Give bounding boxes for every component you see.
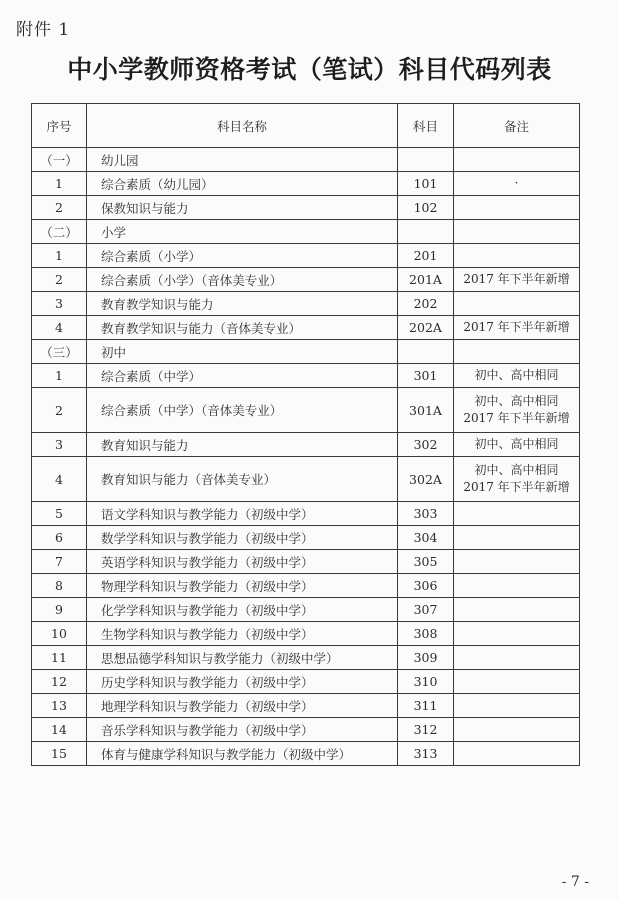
row-number: 3 bbox=[32, 433, 87, 457]
note-cell bbox=[454, 316, 580, 340]
note-text: 2017 年下半年新增 bbox=[463, 320, 570, 334]
table-row bbox=[32, 364, 580, 388]
table-body bbox=[32, 104, 580, 766]
note-cell bbox=[454, 433, 580, 457]
note-cell bbox=[454, 388, 580, 433]
subject-code: 310 bbox=[398, 670, 454, 694]
subject-code: 306 bbox=[398, 574, 454, 598]
subject-code: 308 bbox=[398, 622, 454, 646]
subject-name: 小学 bbox=[87, 220, 398, 244]
row-number: 9 bbox=[32, 598, 87, 622]
note-text: · bbox=[514, 176, 519, 190]
subject-name: 初中 bbox=[87, 340, 398, 364]
row-number: 6 bbox=[32, 526, 87, 550]
row-number: 1 bbox=[32, 364, 87, 388]
subject-name: 英语学科知识与教学能力（初级中学） bbox=[87, 550, 398, 574]
subject-code: 304 bbox=[398, 526, 454, 550]
table-row bbox=[32, 622, 580, 646]
header-subject-name: 科目名称 bbox=[87, 104, 398, 148]
note-cell bbox=[454, 292, 580, 316]
subject-name: 化学学科知识与教学能力（初级中学） bbox=[87, 598, 398, 622]
row-number: 2 bbox=[32, 388, 87, 433]
note-cell bbox=[454, 670, 580, 694]
note-text: 初中、高中相同 bbox=[474, 368, 559, 382]
subject-name: 教育知识与能力 bbox=[87, 433, 398, 457]
note-cell bbox=[454, 172, 580, 196]
table-row bbox=[32, 574, 580, 598]
subject-code: 312 bbox=[398, 718, 454, 742]
row-number: 7 bbox=[32, 550, 87, 574]
subject-code bbox=[398, 340, 454, 364]
subject-name: 教育教学知识与能力（音体美专业） bbox=[87, 316, 398, 340]
row-number: 4 bbox=[32, 457, 87, 502]
row-number: （三） bbox=[32, 340, 87, 364]
subject-code: 303 bbox=[398, 502, 454, 526]
note-text: 初中、高中相同 bbox=[474, 394, 559, 408]
subject-code: 202A bbox=[398, 316, 454, 340]
note-text: 2017 年下半年新增 bbox=[463, 411, 570, 425]
table-row bbox=[32, 292, 580, 316]
note-text: 初中、高中相同 bbox=[474, 437, 559, 451]
subject-name: 综合素质（幼儿园） bbox=[87, 172, 398, 196]
table-row bbox=[32, 694, 580, 718]
subject-name: 教育知识与能力（音体美专业） bbox=[87, 457, 398, 502]
subject-name: 生物学科知识与教学能力（初级中学） bbox=[87, 622, 398, 646]
table-row bbox=[32, 268, 580, 292]
section-row bbox=[32, 148, 580, 172]
subject-code: 313 bbox=[398, 742, 454, 766]
row-number: 15 bbox=[32, 742, 87, 766]
table-row bbox=[32, 526, 580, 550]
note-cell bbox=[454, 457, 580, 502]
note-text: 2017 年下半年新增 bbox=[463, 272, 570, 286]
table-row bbox=[32, 244, 580, 268]
section-row bbox=[32, 340, 580, 364]
note-cell bbox=[454, 574, 580, 598]
subject-code: 302 bbox=[398, 433, 454, 457]
subject-name: 幼儿园 bbox=[87, 148, 398, 172]
subject-name: 综合素质（小学）（音体美专业） bbox=[87, 268, 398, 292]
subject-code: 309 bbox=[398, 646, 454, 670]
note-cell bbox=[454, 742, 580, 766]
note-cell bbox=[454, 340, 580, 364]
note-cell bbox=[454, 244, 580, 268]
row-number: 11 bbox=[32, 646, 87, 670]
note-text: 初中、高中相同 bbox=[474, 463, 559, 477]
note-cell bbox=[454, 364, 580, 388]
table-row bbox=[32, 598, 580, 622]
table-row bbox=[32, 718, 580, 742]
subject-name: 物理学科知识与教学能力（初级中学） bbox=[87, 574, 398, 598]
subject-code: 201 bbox=[398, 244, 454, 268]
subject-code: 311 bbox=[398, 694, 454, 718]
table-row bbox=[32, 550, 580, 574]
section-row bbox=[32, 220, 580, 244]
table-row bbox=[32, 172, 580, 196]
subject-code: 101 bbox=[398, 172, 454, 196]
subject-name: 音乐学科知识与教学能力（初级中学） bbox=[87, 718, 398, 742]
document-title: 中小学教师资格考试（笔试）科目代码列表 bbox=[67, 55, 552, 84]
page-number: - 7 - bbox=[561, 874, 589, 890]
row-number: 14 bbox=[32, 718, 87, 742]
subject-code: 305 bbox=[398, 550, 454, 574]
table-row bbox=[32, 316, 580, 340]
subject-name: 综合素质（小学） bbox=[87, 244, 398, 268]
table-row bbox=[32, 388, 580, 433]
subject-code: 301A bbox=[398, 388, 454, 433]
note-cell bbox=[454, 502, 580, 526]
header-subject-code: 科目 bbox=[398, 104, 454, 148]
row-number: 12 bbox=[32, 670, 87, 694]
subject-code-table bbox=[31, 103, 580, 766]
table-row bbox=[32, 646, 580, 670]
subject-name: 体育与健康学科知识与教学能力（初级中学） bbox=[87, 742, 398, 766]
subject-name: 数学学科知识与教学能力（初级中学） bbox=[87, 526, 398, 550]
table-row bbox=[32, 457, 580, 502]
subject-code: 307 bbox=[398, 598, 454, 622]
subject-name: 保教知识与能力 bbox=[87, 196, 398, 220]
subject-name: 综合素质（中学） bbox=[87, 364, 398, 388]
subject-name: 综合素质（中学）（音体美专业） bbox=[87, 388, 398, 433]
note-cell bbox=[454, 220, 580, 244]
row-number: 4 bbox=[32, 316, 87, 340]
row-number: （一） bbox=[32, 148, 87, 172]
row-number: 2 bbox=[32, 196, 87, 220]
table-row bbox=[32, 433, 580, 457]
note-cell bbox=[454, 526, 580, 550]
row-number: 5 bbox=[32, 502, 87, 526]
subject-code: 102 bbox=[398, 196, 454, 220]
row-number: （二） bbox=[32, 220, 87, 244]
table-row bbox=[32, 502, 580, 526]
header-note: 备注 bbox=[454, 104, 580, 148]
note-cell bbox=[454, 550, 580, 574]
subject-name: 教育教学知识与能力 bbox=[87, 292, 398, 316]
note-cell bbox=[454, 598, 580, 622]
row-number: 8 bbox=[32, 574, 87, 598]
row-number: 1 bbox=[32, 244, 87, 268]
subject-code: 202 bbox=[398, 292, 454, 316]
subject-code bbox=[398, 220, 454, 244]
table-row bbox=[32, 196, 580, 220]
subject-code: 301 bbox=[398, 364, 454, 388]
table-row bbox=[32, 742, 580, 766]
note-cell bbox=[454, 148, 580, 172]
row-number: 3 bbox=[32, 292, 87, 316]
note-cell bbox=[454, 694, 580, 718]
note-cell bbox=[454, 646, 580, 670]
attachment-label: 附件 1 bbox=[16, 20, 71, 40]
table-row bbox=[32, 670, 580, 694]
subject-name: 思想品德学科知识与教学能力（初级中学） bbox=[87, 646, 398, 670]
note-cell bbox=[454, 718, 580, 742]
row-number: 13 bbox=[32, 694, 87, 718]
row-number: 1 bbox=[32, 172, 87, 196]
subject-name: 历史学科知识与教学能力（初级中学） bbox=[87, 670, 398, 694]
row-number: 10 bbox=[32, 622, 87, 646]
row-number: 2 bbox=[32, 268, 87, 292]
note-cell bbox=[454, 268, 580, 292]
subject-code: 302A bbox=[398, 457, 454, 502]
note-cell bbox=[454, 196, 580, 220]
subject-code: 201A bbox=[398, 268, 454, 292]
header-seq: 序号 bbox=[32, 104, 87, 148]
subject-name: 语文学科知识与教学能力（初级中学） bbox=[87, 502, 398, 526]
note-text: 2017 年下半年新增 bbox=[463, 480, 570, 494]
subject-name: 地理学科知识与教学能力（初级中学） bbox=[87, 694, 398, 718]
subject-code bbox=[398, 148, 454, 172]
table-header-row bbox=[32, 104, 580, 148]
note-cell bbox=[454, 622, 580, 646]
